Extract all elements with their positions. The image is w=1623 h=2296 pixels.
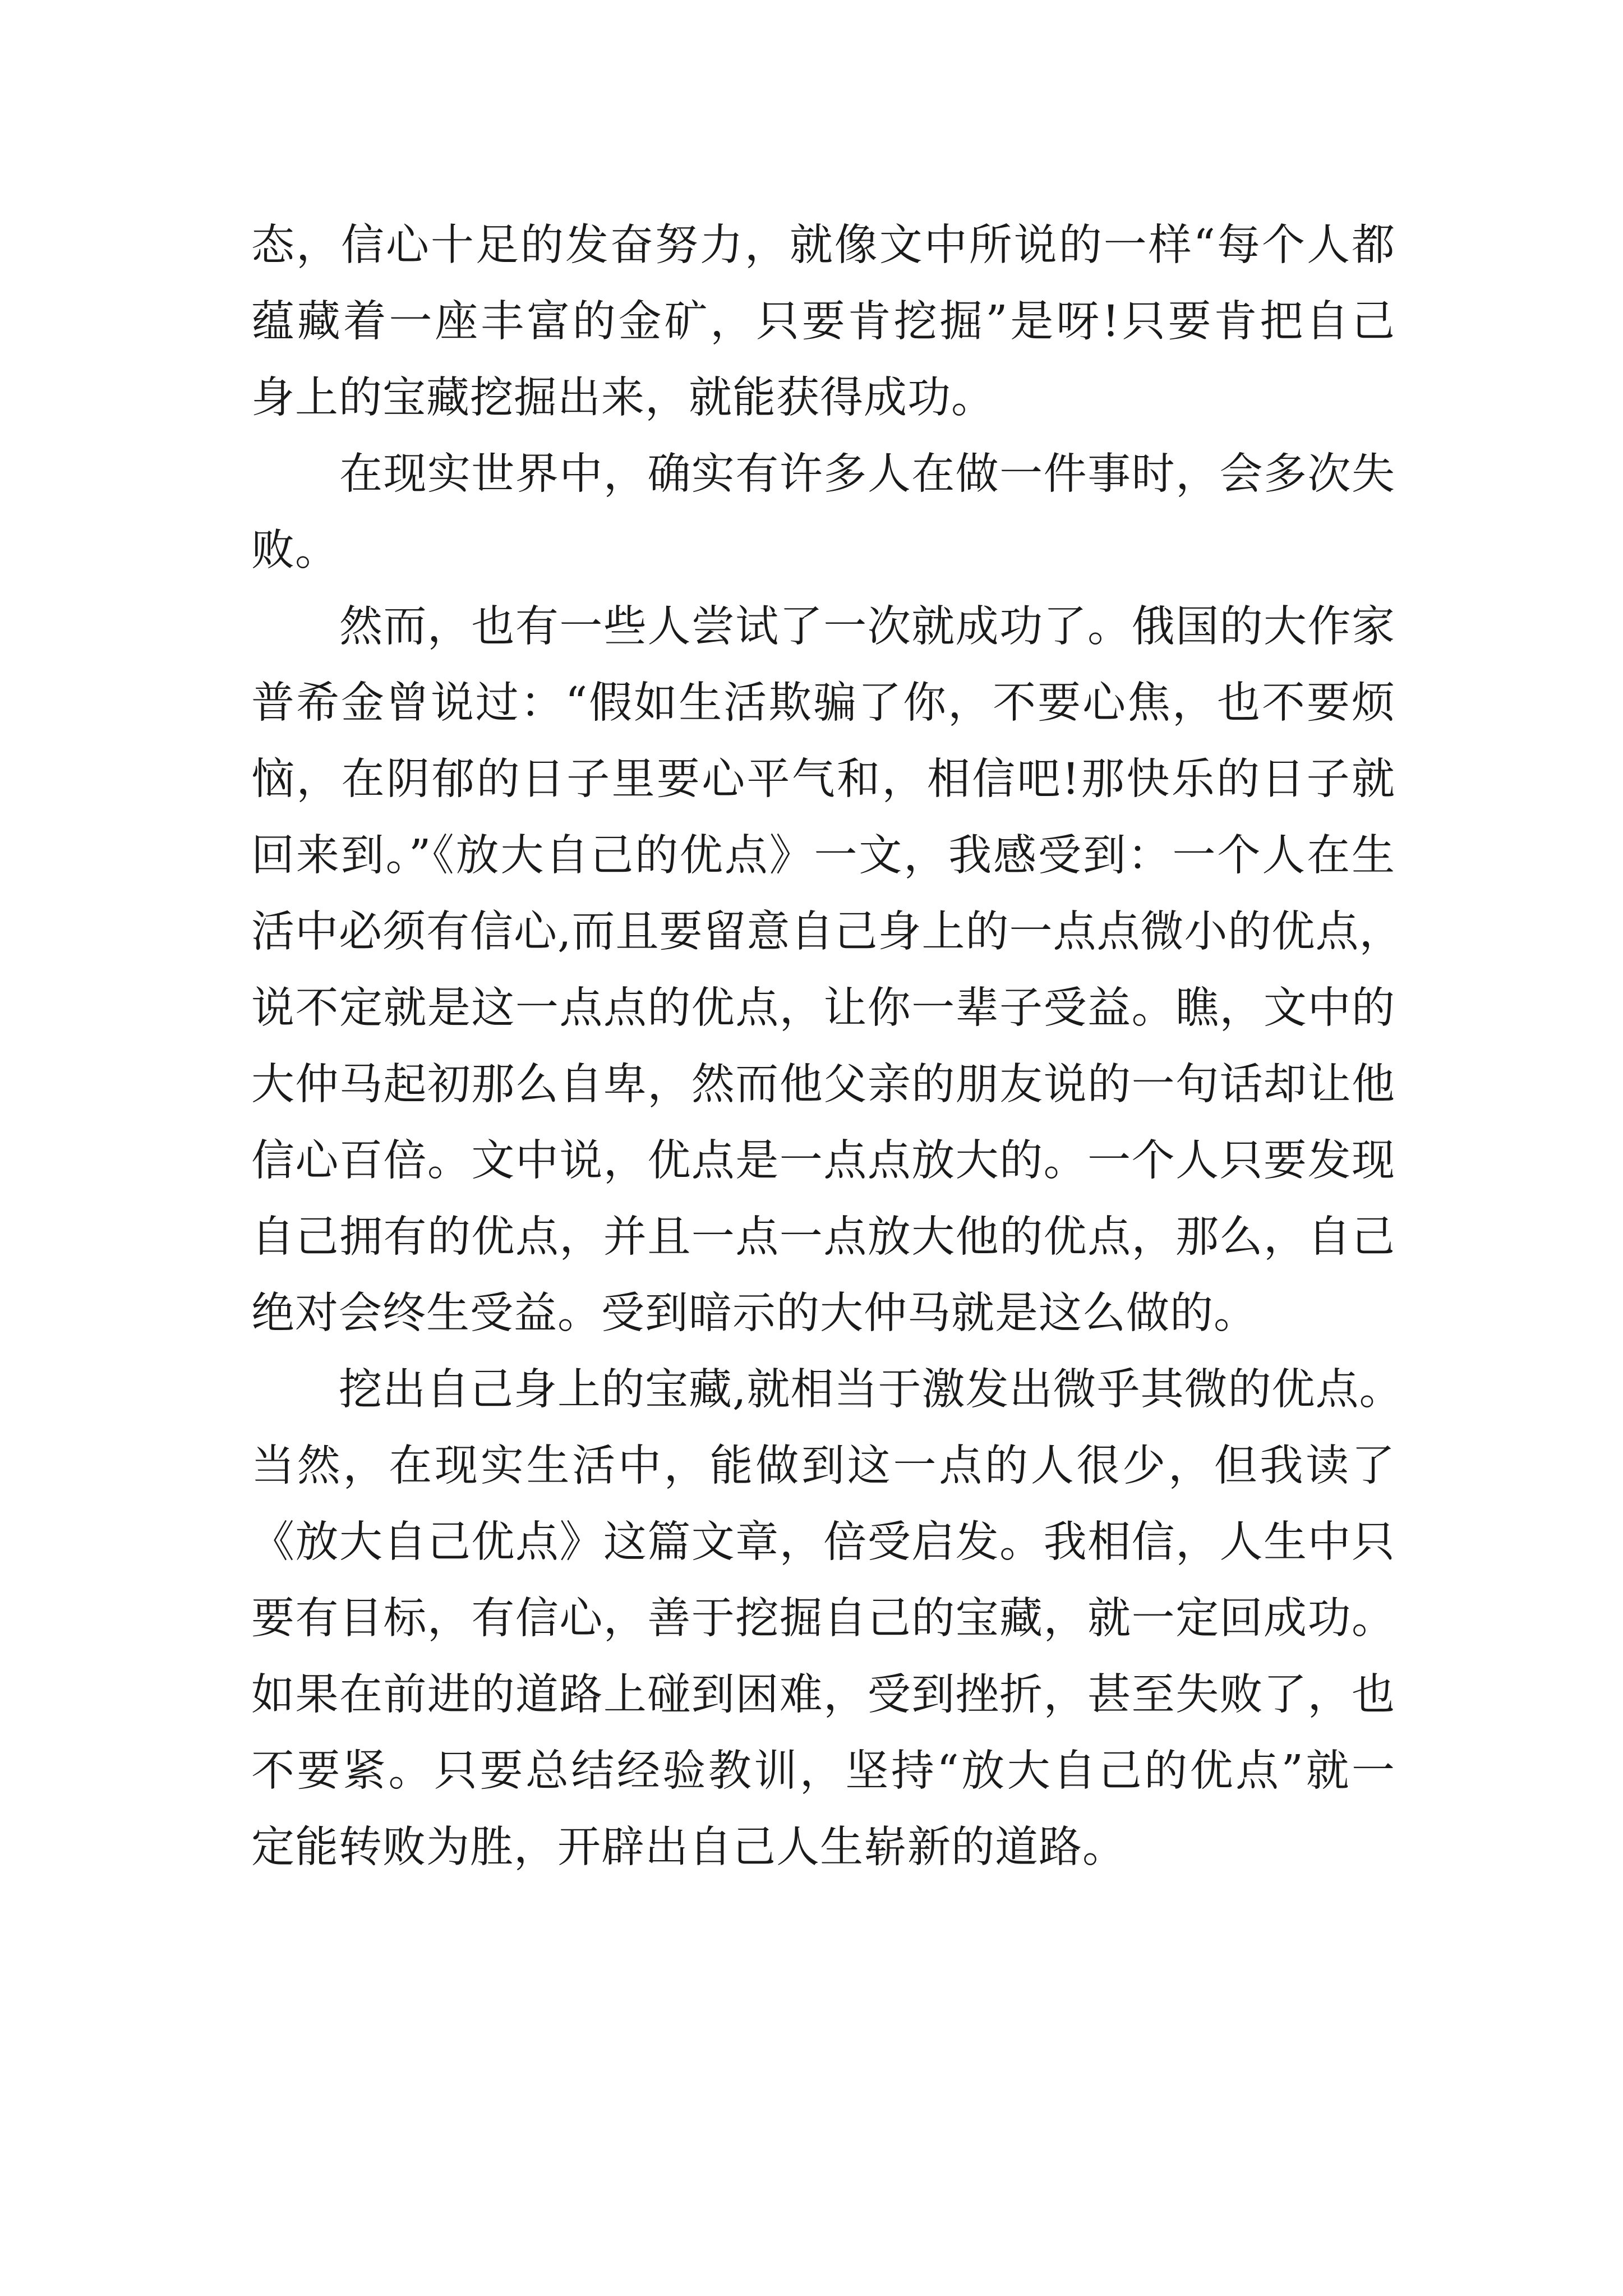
text-line: 定能转败为胜，开辟出自己人生崭新的道路。: [251, 1823, 1126, 1872]
essay-body: [251, 208, 1403, 1886]
text-line: 不要紧。只要总结经验教训，坚持“放大自己的优点”就一: [251, 1746, 1395, 1796]
text-line: 要有目标，有信心，善于挖掘自己的宝藏，就一定回成功。: [251, 1594, 1395, 1644]
text-line: 说不定就是这一点点的优点，让你一辈子受益。瞧，文中的: [251, 983, 1395, 1033]
text-line: 回来到。”《放大自己的优点》一文，我感受到：一个人在生: [251, 831, 1395, 881]
text-line: 活中必须有信心,而且要留意自己身上的一点点微小的优点，: [251, 907, 1403, 957]
text-line: 身上的宝藏挖掘出来，就能获得成功。: [251, 373, 995, 423]
text-line: 自己拥有的优点，并且一点一点放大他的优点，那么，自己: [251, 1212, 1395, 1262]
text-line: 信心百倍。文中说，优点是一点点放大的。一个人只要发现: [251, 1136, 1395, 1186]
text-line: 恼，在阴郁的日子里要心平气和，相信吧!那快乐的日子就: [251, 754, 1395, 804]
text-line: 蕴藏着一座丰富的金矿，只要肯挖掘”是呀!只要肯把自己: [251, 297, 1395, 347]
text-line: 大仲马起初那么自卑，然而他父亲的朋友说的一句话却让他: [251, 1060, 1395, 1110]
text-line: 败。: [251, 526, 339, 576]
text-line: 当然，在现实生活中，能做到这一点的人很少，但我读了: [251, 1441, 1395, 1491]
text-line: 在现实世界中，确实有许多人在做一件事时，会多次失: [251, 449, 1395, 499]
text-line: 《放大自己优点》这篇文章，倍受启发。我相信，人生中只: [251, 1517, 1395, 1567]
paragraph-1: [251, 208, 1395, 436]
paragraph-4: [251, 1352, 1403, 1886]
text-line: 态，信心十足的发奋努力，就像文中所说的一样“每个人都: [251, 220, 1395, 270]
text-line: 普希金曾说过：“假如生活欺骗了你，不要心焦，也不要烦: [251, 678, 1395, 728]
paragraph-2: [251, 436, 1395, 589]
text-line: 如果在前进的道路上碰到困难，受到挫折，甚至失败了，也: [251, 1670, 1395, 1720]
text-line: 然而，也有一些人尝试了一次就成功了。俄国的大作家: [251, 602, 1395, 652]
paragraph-3: [251, 589, 1403, 1352]
text-line: 绝对会终生受益。受到暗示的大仲马就是这么做的。: [251, 1289, 1257, 1338]
text-line: 挖出自己身上的宝藏,就相当于激发出微乎其微的优点。: [251, 1365, 1403, 1415]
